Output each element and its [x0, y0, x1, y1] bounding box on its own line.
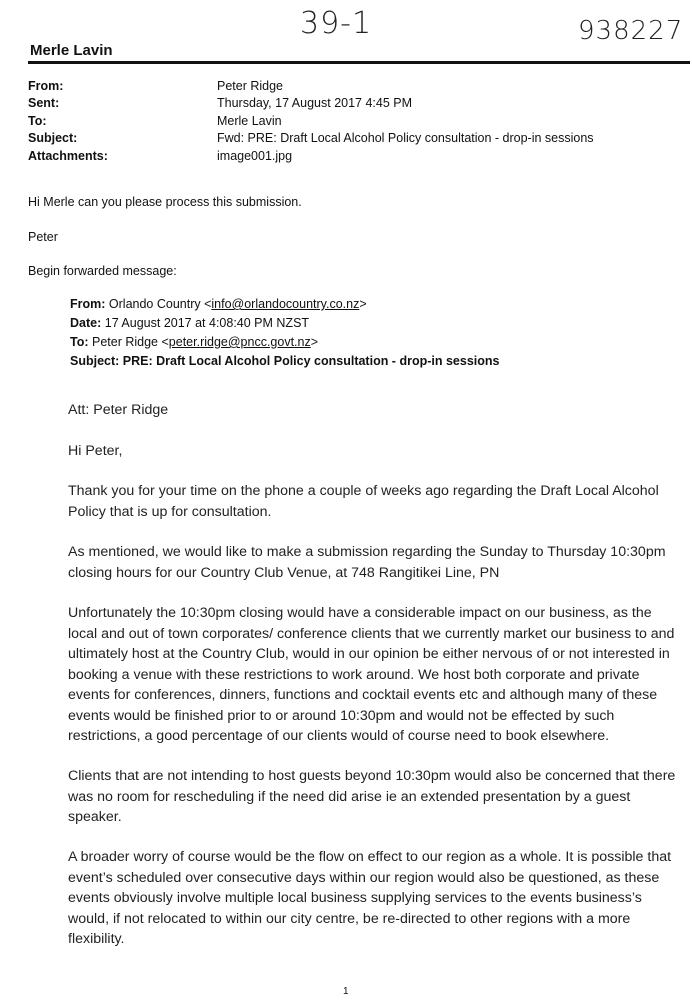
- fwd-from-row: [70, 295, 499, 314]
- fwd-to-name: Peter Ridge <: [92, 335, 169, 349]
- handwritten-reference-left: 39-1: [300, 6, 373, 41]
- header-value: Merle Lavin: [217, 113, 282, 128]
- fwd-label: From:: [70, 297, 106, 311]
- message-greeting: Hi Peter,: [68, 443, 123, 459]
- header-row-attachments: [28, 148, 594, 165]
- header-rule: [28, 61, 690, 64]
- fwd-from-name: Orlando Country <: [108, 297, 212, 311]
- fwd-from-close: >: [359, 297, 367, 311]
- fwd-date-row: [70, 314, 499, 333]
- fwd-to-email-link[interactable]: peter.ridge@pncc.govt.nz: [168, 335, 311, 349]
- message-paragraph-4: A broader worry of course would be the flow on effect to our region as a whole. It is possible that event’s scheduled over consecutive days within our region would also be questioned, as these events obviously involve multiple local business supplying services to the events business’s would, if not relocated to within our city centre, be re-directed to other regions with a more flexibility.: [68, 849, 672, 947]
- attachment-link[interactable]: image001.jpg: [217, 148, 293, 163]
- message-att: Att: Peter Ridge: [68, 402, 169, 418]
- note-signoff: Peter: [28, 230, 58, 244]
- header-label: Subject:: [28, 131, 78, 146]
- fwd-to-row: [70, 333, 499, 352]
- recipient-name: Merle Lavin: [30, 42, 113, 59]
- fwd-label: Subject:: [70, 354, 120, 368]
- fwd-label: Date:: [70, 316, 102, 330]
- header-row-to: [28, 113, 594, 130]
- header-value: Peter Ridge: [217, 79, 284, 93]
- header-label: Sent:: [28, 96, 60, 111]
- header-row-from: [28, 78, 594, 95]
- note-line: Hi Merle can you please process this submission.: [28, 195, 302, 209]
- fwd-subject-row: [70, 352, 499, 371]
- header-label: Attachments:: [28, 148, 108, 163]
- fwd-to-close: >: [310, 335, 319, 349]
- email-header: [28, 78, 594, 165]
- header-row-subject: [28, 130, 594, 147]
- message-paragraph-2: As mentioned, we would like to make a submission regarding the Sunday to Thursday 10:30pm closing hours for our Country Club Venue, at 748 Rangitikei Line, PN: [68, 544, 666, 581]
- fwd-from-email-link[interactable]: info@orlandocountry.co.nz: [211, 297, 360, 311]
- forward-intro: Begin forwarded message:: [28, 264, 177, 278]
- header-label: From:: [28, 79, 64, 93]
- forwarded-header: [70, 295, 499, 371]
- message-paragraph-1: Thank you for your time on the phone a couple of weeks ago regarding the Draft Local Alcohol Policy that is up for consultation.: [68, 483, 659, 520]
- fwd-label: To:: [70, 335, 89, 349]
- message-paragraph-3: Unfortunately the 10:30pm closing would have a considerable impact on our business, as the local and out of town corporates/ conference clients that we currently market our business to and ultimately host at the Country Club, would in our opinion be either nervous of or not interested in booking a venue with these restrictions to work around. We host both corporate and private events for conferences, dinners, functions and cocktail events etc and although many of these events would be finished prior to or around 10:30pm and would not be effected by such restrictions, a good percentage of our clients would of course need to book elsewhere.: [68, 605, 675, 744]
- message-paragraph-3b: Clients that are not intending to host guests beyond 10:30pm would also be concerned that there was no room for rescheduling if the need did arise ie an extended presentation by a guest speaker.: [68, 768, 676, 825]
- fwd-subject-value: PRE: Draft Local Alcohol Policy consultation - drop-in sessions: [122, 354, 500, 368]
- page-number: 1: [343, 986, 349, 997]
- header-row-sent: [28, 95, 594, 112]
- header-value: Thursday, 17 August 2017 4:45 PM: [217, 96, 413, 111]
- handwritten-reference-right: 938227: [578, 16, 684, 46]
- header-label: To:: [28, 113, 47, 128]
- header-value: Fwd: PRE: Draft Local Alcohol Policy consultation - drop-in sessions: [217, 131, 594, 146]
- fwd-date-value: 17 August 2017 at 4:08:40 PM NZST: [104, 316, 310, 330]
